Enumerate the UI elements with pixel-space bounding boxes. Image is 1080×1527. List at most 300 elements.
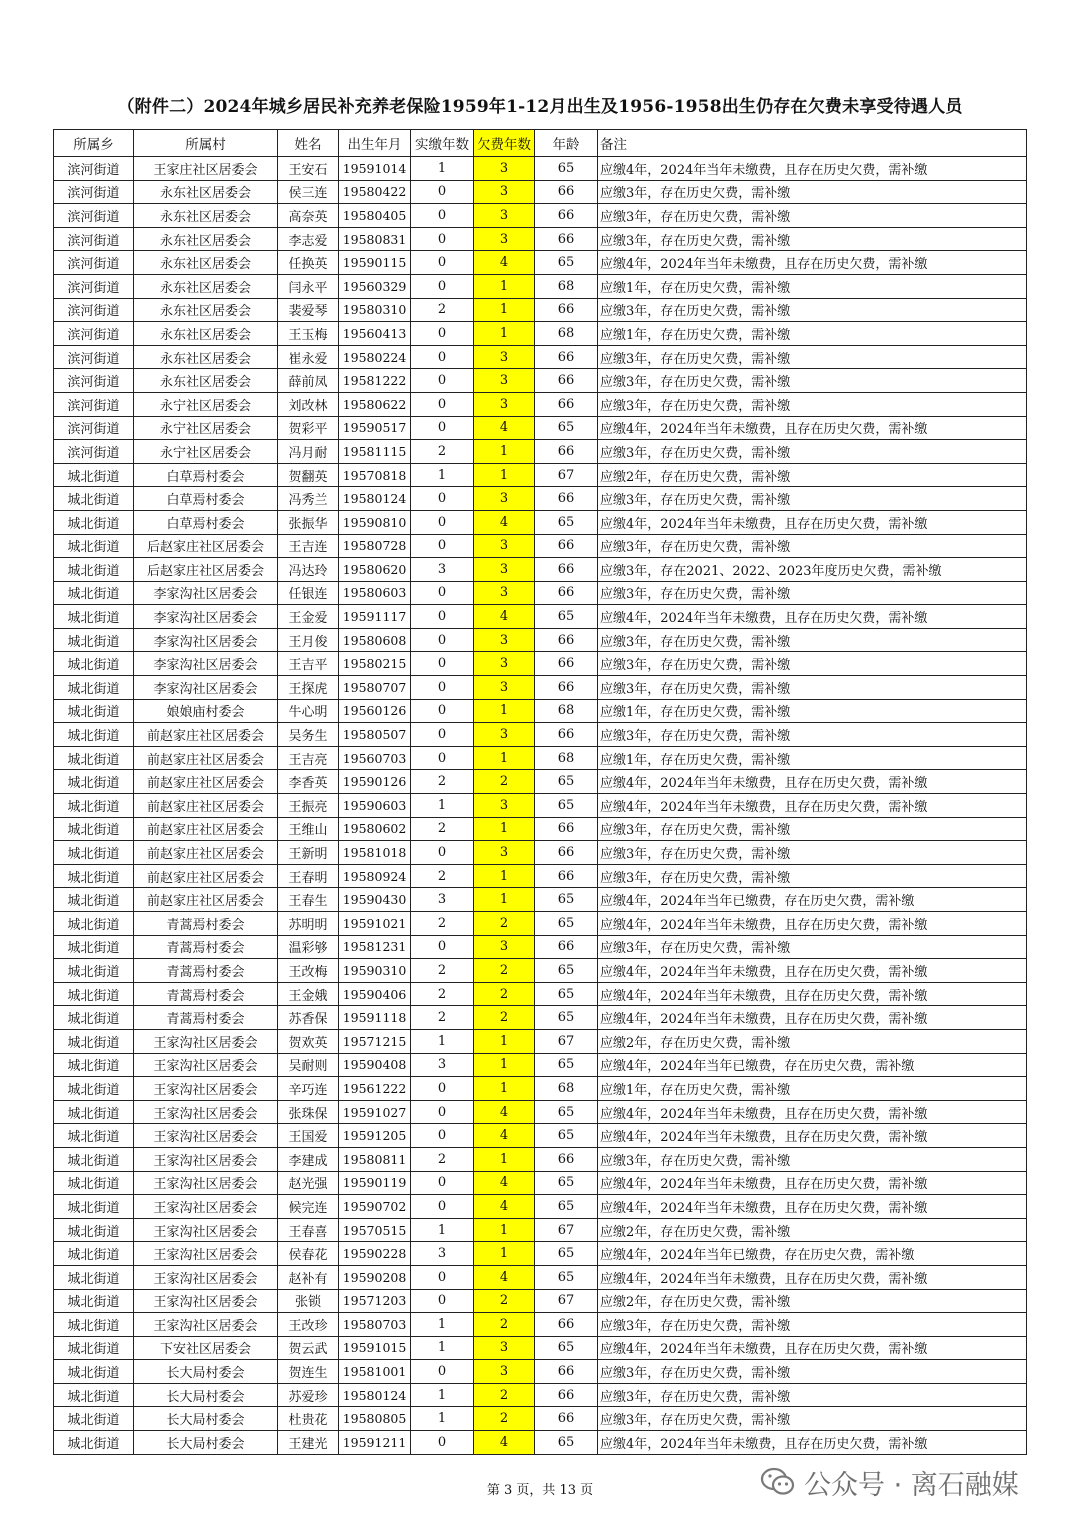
cell-birth-date: 19580215 (339, 652, 411, 676)
cell-village: 王家沟社区居委会 (134, 1265, 278, 1289)
cell-name: 裴爱琴 (278, 298, 339, 322)
cell-paid-years: 2 (411, 864, 474, 888)
cell-paid-years: 0 (411, 1124, 474, 1148)
cell-name: 王春喜 (278, 1218, 339, 1242)
table-row (54, 770, 1027, 794)
cell-village: 永东社区居委会 (134, 322, 278, 346)
cell-remarks: 应缴4年，2024年当年未缴费，且存在历史欠费，需补缴 (598, 251, 1027, 275)
table-row (54, 794, 1027, 818)
table-row (54, 227, 1027, 251)
cell-remarks: 应缴3年，存在历史欠费，需补缴 (598, 723, 1027, 747)
cell-birth-date: 19591117 (339, 605, 411, 629)
cell-name: 王安石 (278, 157, 339, 181)
cell-remarks: 应缴1年，存在历史欠费，需补缴 (598, 746, 1027, 770)
table-row (54, 322, 1027, 346)
cell-arrears-years: 3 (474, 227, 535, 251)
cell-paid-years: 0 (411, 723, 474, 747)
cell-age: 66 (535, 298, 598, 322)
cell-paid-years: 0 (411, 369, 474, 393)
cell-arrears-years: 3 (474, 534, 535, 558)
table-row (54, 628, 1027, 652)
cell-remarks: 应缴3年，存在历史欠费，需补缴 (598, 1360, 1027, 1384)
cell-age: 68 (535, 699, 598, 723)
cell-arrears-years: 3 (474, 935, 535, 959)
cell-paid-years: 2 (411, 1006, 474, 1030)
cell-township: 城北街道 (54, 581, 134, 605)
cell-village: 白草焉村委会 (134, 510, 278, 534)
cell-birth-date: 19591118 (339, 1006, 411, 1030)
cell-township: 城北街道 (54, 1242, 134, 1266)
cell-age: 65 (535, 1053, 598, 1077)
cell-name: 王探虎 (278, 676, 339, 700)
cell-remarks: 应缴2年，存在历史欠费，需补缴 (598, 1029, 1027, 1053)
cell-village: 长大局村委会 (134, 1407, 278, 1431)
cell-arrears-years: 3 (474, 676, 535, 700)
cell-township: 滨河街道 (54, 180, 134, 204)
cell-remarks: 应缴3年，存在历史欠费，需补缴 (598, 487, 1027, 511)
cell-village: 王家沟社区居委会 (134, 1053, 278, 1077)
table-row (54, 935, 1027, 959)
cell-age: 68 (535, 274, 598, 298)
cell-remarks: 应缴4年，2024年当年已缴费，存在历史欠费，需补缴 (598, 888, 1027, 912)
cell-age: 65 (535, 1171, 598, 1195)
cell-paid-years: 1 (411, 1407, 474, 1431)
table-row (54, 1171, 1027, 1195)
cell-village: 前赵家庄社区居委会 (134, 817, 278, 841)
cell-arrears-years: 2 (474, 912, 535, 936)
cell-township: 城北街道 (54, 935, 134, 959)
cell-name: 辛巧连 (278, 1077, 339, 1101)
cell-paid-years: 1 (411, 794, 474, 818)
header-birth-date: 出生年月 (339, 130, 411, 157)
table-row (54, 345, 1027, 369)
cell-township: 城北街道 (54, 1336, 134, 1360)
cell-township: 城北街道 (54, 699, 134, 723)
cell-birth-date: 19580224 (339, 345, 411, 369)
cell-arrears-years: 3 (474, 204, 535, 228)
table-row (54, 1195, 1027, 1219)
table-row (54, 416, 1027, 440)
cell-name: 王吉亮 (278, 746, 339, 770)
cell-township: 城北街道 (54, 888, 134, 912)
cell-remarks: 应缴3年，存在历史欠费，需补缴 (598, 345, 1027, 369)
cell-name: 王春明 (278, 864, 339, 888)
cell-township: 城北街道 (54, 510, 134, 534)
cell-township: 城北街道 (54, 817, 134, 841)
cell-arrears-years: 4 (474, 510, 535, 534)
cell-remarks: 应缴4年，2024年当年未缴费，且存在历史欠费，需补缴 (598, 1265, 1027, 1289)
cell-paid-years: 0 (411, 204, 474, 228)
cell-township: 城北街道 (54, 558, 134, 582)
table-row (54, 157, 1027, 181)
cell-village: 李家沟社区居委会 (134, 676, 278, 700)
cell-arrears-years: 3 (474, 841, 535, 865)
cell-age: 65 (535, 605, 598, 629)
cell-paid-years: 3 (411, 888, 474, 912)
cell-village: 王家沟社区居委会 (134, 1029, 278, 1053)
cell-village: 前赵家庄社区居委会 (134, 794, 278, 818)
cell-name: 王月俊 (278, 628, 339, 652)
cell-village: 前赵家庄社区居委会 (134, 746, 278, 770)
cell-name: 李建成 (278, 1147, 339, 1171)
cell-age: 66 (535, 935, 598, 959)
table-row (54, 1289, 1027, 1313)
header-village: 所属村 (134, 130, 278, 157)
cell-age: 65 (535, 1431, 598, 1455)
cell-remarks: 应缴4年，2024年当年未缴费，且存在历史欠费，需补缴 (598, 982, 1027, 1006)
cell-birth-date: 19580831 (339, 227, 411, 251)
cell-paid-years: 1 (411, 1383, 474, 1407)
cell-remarks: 应缴4年，2024年当年未缴费，且存在历史欠费，需补缴 (598, 1100, 1027, 1124)
table-row (54, 1431, 1027, 1455)
cell-birth-date: 19581018 (339, 841, 411, 865)
table-row (54, 1147, 1027, 1171)
cell-remarks: 应缴3年，存在历史欠费，需补缴 (598, 180, 1027, 204)
cell-arrears-years: 3 (474, 392, 535, 416)
cell-paid-years: 2 (411, 912, 474, 936)
cell-township: 城北街道 (54, 1100, 134, 1124)
cell-village: 王家沟社区居委会 (134, 1289, 278, 1313)
cell-arrears-years: 3 (474, 581, 535, 605)
cell-birth-date: 19590228 (339, 1242, 411, 1266)
cell-remarks: 应缴2年，存在历史欠费，需补缴 (598, 1218, 1027, 1242)
cell-paid-years: 1 (411, 1336, 474, 1360)
cell-paid-years: 0 (411, 322, 474, 346)
table-row (54, 581, 1027, 605)
cell-name: 贺连生 (278, 1360, 339, 1384)
cell-village: 王家沟社区居委会 (134, 1147, 278, 1171)
cell-birth-date: 19591211 (339, 1431, 411, 1455)
table-row (54, 912, 1027, 936)
cell-age: 66 (535, 817, 598, 841)
cell-remarks: 应缴3年，存在历史欠费，需补缴 (598, 227, 1027, 251)
cell-village: 永东社区居委会 (134, 298, 278, 322)
table-row (54, 1242, 1027, 1266)
cell-age: 68 (535, 746, 598, 770)
table-row (54, 440, 1027, 464)
cell-name: 张振华 (278, 510, 339, 534)
cell-village: 王家沟社区居委会 (134, 1313, 278, 1337)
cell-township: 城北街道 (54, 1006, 134, 1030)
cell-township: 城北街道 (54, 628, 134, 652)
cell-village: 长大局村委会 (134, 1431, 278, 1455)
cell-paid-years: 0 (411, 581, 474, 605)
cell-paid-years: 0 (411, 534, 474, 558)
cell-remarks: 应缴3年，存在历史欠费，需补缴 (598, 298, 1027, 322)
table-row (54, 558, 1027, 582)
cell-name: 王建光 (278, 1431, 339, 1455)
cell-arrears-years: 2 (474, 1289, 535, 1313)
cell-age: 66 (535, 841, 598, 865)
cell-village: 前赵家庄社区居委会 (134, 864, 278, 888)
cell-paid-years: 0 (411, 1171, 474, 1195)
cell-paid-years: 1 (411, 1313, 474, 1337)
cell-arrears-years: 3 (474, 558, 535, 582)
cell-birth-date: 19590406 (339, 982, 411, 1006)
cell-arrears-years: 1 (474, 440, 535, 464)
cell-arrears-years: 1 (474, 699, 535, 723)
cell-paid-years: 0 (411, 676, 474, 700)
table-row (54, 1360, 1027, 1384)
table-row (54, 204, 1027, 228)
cell-paid-years: 0 (411, 251, 474, 275)
cell-paid-years: 0 (411, 652, 474, 676)
cell-birth-date: 19590119 (339, 1171, 411, 1195)
table-row (54, 841, 1027, 865)
cell-township: 城北街道 (54, 1053, 134, 1077)
cell-name: 王玉梅 (278, 322, 339, 346)
cell-paid-years: 1 (411, 1029, 474, 1053)
cell-arrears-years: 4 (474, 605, 535, 629)
cell-age: 66 (535, 534, 598, 558)
cell-arrears-years: 3 (474, 369, 535, 393)
cell-village: 青蒿焉村委会 (134, 935, 278, 959)
cell-village: 青蒿焉村委会 (134, 959, 278, 983)
cell-paid-years: 0 (411, 1100, 474, 1124)
cell-age: 65 (535, 1124, 598, 1148)
wechat-official-account-icon (760, 1466, 796, 1498)
cell-age: 67 (535, 463, 598, 487)
cell-birth-date: 19590430 (339, 888, 411, 912)
cell-township: 城北街道 (54, 912, 134, 936)
cell-village: 王家沟社区居委会 (134, 1218, 278, 1242)
cell-arrears-years: 2 (474, 770, 535, 794)
cell-remarks: 应缴3年，存在历史欠费，需补缴 (598, 676, 1027, 700)
cell-paid-years: 1 (411, 1218, 474, 1242)
header-age: 年龄 (535, 130, 598, 157)
cell-township: 滨河街道 (54, 369, 134, 393)
table-header-row (54, 130, 1027, 157)
cell-age: 65 (535, 982, 598, 1006)
cell-name: 杜贵花 (278, 1407, 339, 1431)
cell-remarks: 应缴3年，存在历史欠费，需补缴 (598, 1313, 1027, 1337)
cell-paid-years: 0 (411, 180, 474, 204)
cell-birth-date: 19581001 (339, 1360, 411, 1384)
table-body (54, 157, 1027, 1455)
cell-birth-date: 19580124 (339, 1383, 411, 1407)
table-row (54, 723, 1027, 747)
cell-name: 任银连 (278, 581, 339, 605)
cell-remarks: 应缴4年，2024年当年未缴费，且存在历史欠费，需补缴 (598, 770, 1027, 794)
cell-birth-date: 19580811 (339, 1147, 411, 1171)
cell-age: 66 (535, 628, 598, 652)
cell-age: 66 (535, 652, 598, 676)
cell-village: 王家沟社区居委会 (134, 1242, 278, 1266)
cell-age: 66 (535, 723, 598, 747)
cell-age: 66 (535, 227, 598, 251)
table-row (54, 817, 1027, 841)
cell-paid-years: 0 (411, 416, 474, 440)
cell-township: 滨河街道 (54, 345, 134, 369)
cell-village: 长大局村委会 (134, 1360, 278, 1384)
cell-name: 苏明明 (278, 912, 339, 936)
cell-age: 66 (535, 369, 598, 393)
cell-paid-years: 0 (411, 1431, 474, 1455)
cell-birth-date: 19580728 (339, 534, 411, 558)
cell-paid-years: 0 (411, 1077, 474, 1101)
cell-birth-date: 19581231 (339, 935, 411, 959)
cell-age: 66 (535, 1383, 598, 1407)
cell-name: 贺彩平 (278, 416, 339, 440)
cell-arrears-years: 1 (474, 1147, 535, 1171)
cell-village: 永东社区居委会 (134, 204, 278, 228)
page-title: （附件二）2024年城乡居民补充养老保险1959年1-12月出生及1956-1958出生仍存在欠费未享受待遇人员 (117, 97, 963, 117)
cell-name: 冯达玲 (278, 558, 339, 582)
cell-village: 永宁社区居委会 (134, 416, 278, 440)
table-row (54, 652, 1027, 676)
cell-arrears-years: 1 (474, 274, 535, 298)
header-township: 所属乡 (54, 130, 134, 157)
cell-paid-years: 3 (411, 1242, 474, 1266)
table-row (54, 1383, 1027, 1407)
cell-village: 永东社区居委会 (134, 274, 278, 298)
cell-arrears-years: 1 (474, 888, 535, 912)
cell-remarks: 应缴4年，2024年当年未缴费，且存在历史欠费，需补缴 (598, 1195, 1027, 1219)
cell-age: 65 (535, 251, 598, 275)
cell-arrears-years: 3 (474, 157, 535, 181)
cell-age: 66 (535, 345, 598, 369)
cell-birth-date: 19590810 (339, 510, 411, 534)
cell-township: 城北街道 (54, 676, 134, 700)
cell-township: 城北街道 (54, 746, 134, 770)
cell-village: 王家沟社区居委会 (134, 1195, 278, 1219)
cell-village: 王家沟社区居委会 (134, 1171, 278, 1195)
table-row (54, 959, 1027, 983)
cell-village: 白草焉村委会 (134, 463, 278, 487)
cell-remarks: 应缴3年，存在历史欠费，需补缴 (598, 369, 1027, 393)
table-row (54, 1053, 1027, 1077)
cell-village: 王家沟社区居委会 (134, 1077, 278, 1101)
cell-remarks: 应缴2年，存在历史欠费，需补缴 (598, 1289, 1027, 1313)
cell-township: 城北街道 (54, 1147, 134, 1171)
cell-arrears-years: 1 (474, 1029, 535, 1053)
cell-arrears-years: 3 (474, 652, 535, 676)
header-paid-years: 实缴年数 (411, 130, 474, 157)
cell-remarks: 应缴4年，2024年当年未缴费，且存在历史欠费，需补缴 (598, 1431, 1027, 1455)
cell-remarks: 应缴4年，2024年当年未缴费，且存在历史欠费，需补缴 (598, 510, 1027, 534)
cell-name: 张珠保 (278, 1100, 339, 1124)
cell-paid-years: 0 (411, 1289, 474, 1313)
cell-age: 65 (535, 157, 598, 181)
cell-village: 王家庄社区居委会 (134, 157, 278, 181)
cell-age: 67 (535, 1218, 598, 1242)
cell-arrears-years: 1 (474, 1077, 535, 1101)
table-row (54, 274, 1027, 298)
cell-arrears-years: 2 (474, 982, 535, 1006)
cell-remarks: 应缴1年，存在历史欠费，需补缴 (598, 699, 1027, 723)
cell-remarks: 应缴3年，存在历史欠费，需补缴 (598, 628, 1027, 652)
cell-village: 永东社区居委会 (134, 227, 278, 251)
table-row (54, 1407, 1027, 1431)
cell-birth-date: 19591021 (339, 912, 411, 936)
cell-remarks: 应缴4年，2024年当年已缴费，存在历史欠费，需补缴 (598, 1053, 1027, 1077)
cell-birth-date: 19580620 (339, 558, 411, 582)
cell-township: 城北街道 (54, 982, 134, 1006)
cell-birth-date: 19581222 (339, 369, 411, 393)
table-row (54, 1313, 1027, 1337)
cell-township: 城北街道 (54, 794, 134, 818)
cell-arrears-years: 1 (474, 298, 535, 322)
cell-age: 66 (535, 204, 598, 228)
cell-township: 滨河街道 (54, 298, 134, 322)
cell-arrears-years: 1 (474, 746, 535, 770)
data-table (53, 129, 1027, 1455)
cell-remarks: 应缴4年，2024年当年未缴费，且存在历史欠费，需补缴 (598, 912, 1027, 936)
cell-age: 65 (535, 1336, 598, 1360)
cell-arrears-years: 2 (474, 1383, 535, 1407)
cell-paid-years: 0 (411, 1195, 474, 1219)
cell-age: 66 (535, 1360, 598, 1384)
cell-paid-years: 1 (411, 157, 474, 181)
cell-birth-date: 19571203 (339, 1289, 411, 1313)
cell-village: 青蒿焉村委会 (134, 1006, 278, 1030)
cell-paid-years: 0 (411, 746, 474, 770)
table-row (54, 888, 1027, 912)
cell-birth-date: 19561222 (339, 1077, 411, 1101)
cell-township: 滨河街道 (54, 440, 134, 464)
cell-age: 66 (535, 392, 598, 416)
table-row (54, 676, 1027, 700)
cell-township: 滨河街道 (54, 392, 134, 416)
table-row (54, 1124, 1027, 1148)
cell-paid-years: 1 (411, 463, 474, 487)
cell-name: 冯秀兰 (278, 487, 339, 511)
cell-township: 城北街道 (54, 1383, 134, 1407)
cell-remarks: 应缴3年，存在历史欠费，需补缴 (598, 392, 1027, 416)
table-row (54, 463, 1027, 487)
cell-arrears-years: 2 (474, 1407, 535, 1431)
cell-name: 王改珍 (278, 1313, 339, 1337)
cell-name: 李香英 (278, 770, 339, 794)
cell-birth-date: 19580310 (339, 298, 411, 322)
cell-birth-date: 19580703 (339, 1313, 411, 1337)
cell-age: 65 (535, 1242, 598, 1266)
cell-village: 李家沟社区居委会 (134, 581, 278, 605)
cell-paid-years: 0 (411, 510, 474, 534)
cell-birth-date: 19591015 (339, 1336, 411, 1360)
cell-township: 滨河街道 (54, 227, 134, 251)
cell-village: 青蒿焉村委会 (134, 912, 278, 936)
cell-paid-years: 3 (411, 558, 474, 582)
cell-birth-date: 19560329 (339, 274, 411, 298)
cell-name: 苏香保 (278, 1006, 339, 1030)
cell-arrears-years: 3 (474, 345, 535, 369)
cell-township: 城北街道 (54, 487, 134, 511)
cell-birth-date: 19580124 (339, 487, 411, 511)
cell-township: 城北街道 (54, 723, 134, 747)
cell-age: 65 (535, 416, 598, 440)
cell-age: 68 (535, 1077, 598, 1101)
cell-township: 城北街道 (54, 1077, 134, 1101)
cell-township: 城北街道 (54, 1265, 134, 1289)
cell-remarks: 应缴4年，2024年当年未缴费，且存在历史欠费，需补缴 (598, 1336, 1027, 1360)
cell-birth-date: 19560126 (339, 699, 411, 723)
cell-name: 王维山 (278, 817, 339, 841)
cell-birth-date: 19590603 (339, 794, 411, 818)
cell-birth-date: 19590408 (339, 1053, 411, 1077)
cell-name: 薛前凤 (278, 369, 339, 393)
cell-village: 长大局村委会 (134, 1383, 278, 1407)
cell-age: 65 (535, 794, 598, 818)
cell-township: 城北街道 (54, 463, 134, 487)
cell-age: 65 (535, 912, 598, 936)
cell-birth-date: 19560703 (339, 746, 411, 770)
cell-remarks: 应缴1年，存在历史欠费，需补缴 (598, 322, 1027, 346)
cell-village: 永东社区居委会 (134, 345, 278, 369)
cell-village: 青蒿焉村委会 (134, 982, 278, 1006)
cell-paid-years: 0 (411, 1265, 474, 1289)
cell-remarks: 应缴3年，存在历史欠费，需补缴 (598, 204, 1027, 228)
